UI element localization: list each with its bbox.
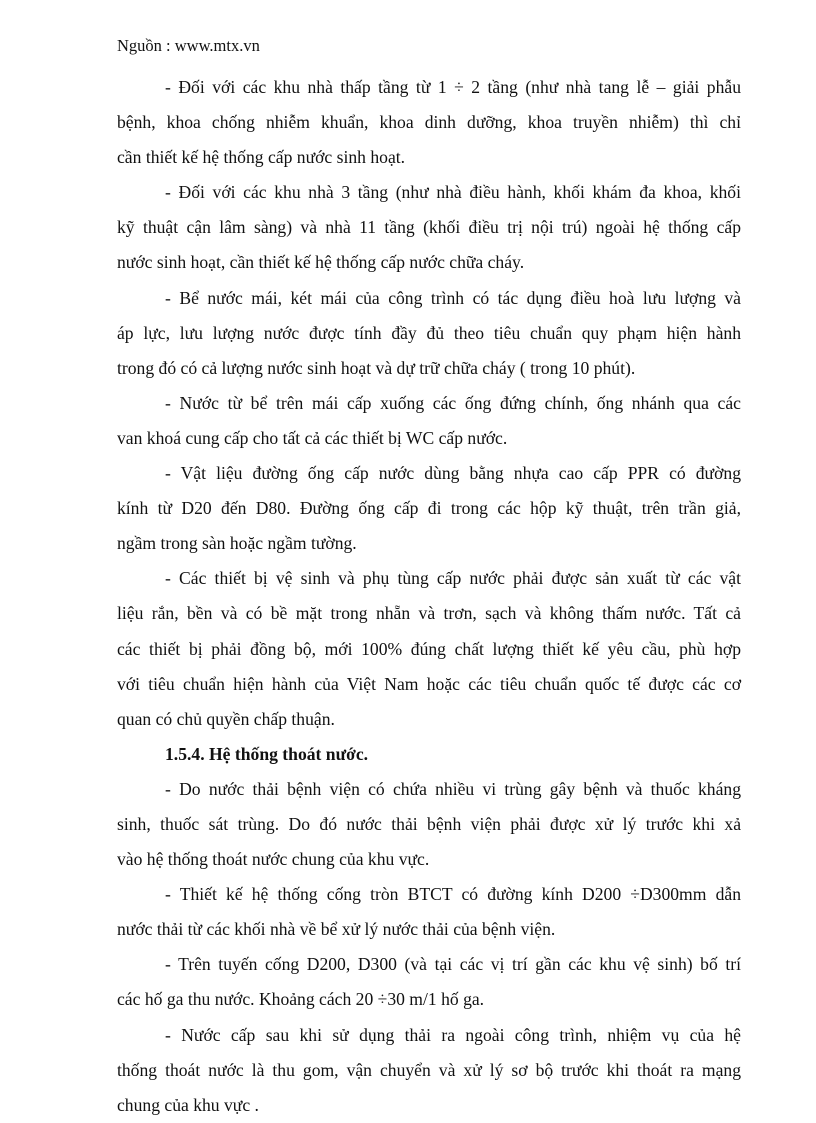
text-line: - Bể nước mái, két mái của công trình có tác dụng điều hoà lưu lượng và: [165, 287, 741, 308]
text-line: - Nước cấp sau khi sử dụng thải ra ngoài công trình, nhiệm vụ của hệ: [165, 1024, 741, 1045]
text-line: - Thiết kế hệ thống cống tròn BTCT có đường kính D200 ÷D300mm dẫn: [165, 884, 741, 905]
section-heading: 1.5.4. Hệ thống thoát nước.: [165, 743, 369, 764]
text-line: chung của khu vực .: [117, 1094, 259, 1115]
text-line: nước thải từ các khối nhà về bể xử lý nước thải của bệnh viện.: [117, 919, 556, 940]
text-line: - Do nước thải bệnh viện có chứa nhiều vi trùng gây bệnh và thuốc kháng: [165, 778, 741, 799]
text-line: vào hệ thống thoát nước chung của khu vực.: [117, 849, 430, 870]
text-line: - Đối với các khu nhà 3 tầng (như nhà điều hành, khối khám đa khoa, khối: [165, 182, 741, 203]
text-line: liệu rắn, bền và có bề mặt trong nhẵn và trơn, sạch và không thấm nước. Tất cả: [117, 603, 741, 624]
text-line: - Vật liệu đường ống cấp nước dùng bằng nhựa cao cấp PPR có đường: [165, 463, 741, 484]
text-line: van khoá cung cấp cho tất cả các thiết bị WC cấp nước.: [117, 427, 508, 448]
text-line: - Đối với các khu nhà thấp tầng từ 1 ÷ 2 tầng (như nhà tang lễ – giải phẫu: [165, 77, 741, 97]
text-line: nước sinh hoạt, cần thiết kế hệ thống cấp nước chữa cháy.: [117, 252, 525, 273]
text-line: quan có chủ quyền chấp thuận.: [117, 708, 335, 729]
text-line: sinh, thuốc sát trùng. Do đó nước thải bệnh viện phải được xử lý trước khi xả: [117, 813, 741, 834]
text-line: - Nước từ bể trên mái cấp xuống các ống đứng chính, ống nhánh qua các: [165, 392, 741, 413]
text-line: kính từ D20 đến D80. Đường ống cấp đi trong các hộp kỹ thuật, trên trần giả,: [117, 498, 741, 519]
text-line: áp lực, lưu lượng nước được tính đầy đủ theo tiêu chuẩn quy phạm hiện hành: [117, 322, 741, 343]
text-line: kỹ thuật cận lâm sàng) và nhà 11 tầng (khối điều trị nội trú) ngoài hệ thống cấp: [117, 217, 741, 238]
text-line: với tiêu chuẩn hiện hành của Việt Nam hoặc các tiêu chuẩn quốc tế được các cơ: [117, 673, 741, 694]
text-line: trong đó có cả lượng nước sinh hoạt và dự trữ chữa cháy ( trong 10 phút).: [117, 357, 636, 378]
source-header: Nguồn : www.mtx.vn: [117, 36, 260, 55]
text-line: bệnh, khoa chống nhiễm khuẩn, khoa dinh dưỡng, khoa truyền nhiễm) thì chỉ: [117, 112, 741, 133]
text-line: thống thoát nước là thu gom, vận chuyển và xử lý sơ bộ trước khi thoát ra mạng: [117, 1059, 741, 1080]
text-line: - Trên tuyến cống D200, D300 (và tại các vị trí gần các khu vệ sinh) bố trí: [165, 954, 741, 975]
document-body: [117, 70, 741, 1123]
text-line: các hố ga thu nước. Khoảng cách 20 ÷30 m/1 hố ga.: [117, 989, 485, 1010]
text-line: - Các thiết bị vệ sinh và phụ tùng cấp nước phải được sản xuất từ các vật: [165, 568, 741, 589]
text-line: các thiết bị phải đồng bộ, mới 100% đúng chất lượng thiết kế yêu cầu, phù hợp: [117, 638, 741, 659]
text-line: cần thiết kế hệ thống cấp nước sinh hoạt.: [117, 147, 406, 168]
text-line: ngầm trong sàn hoặc ngầm tường.: [117, 533, 357, 554]
